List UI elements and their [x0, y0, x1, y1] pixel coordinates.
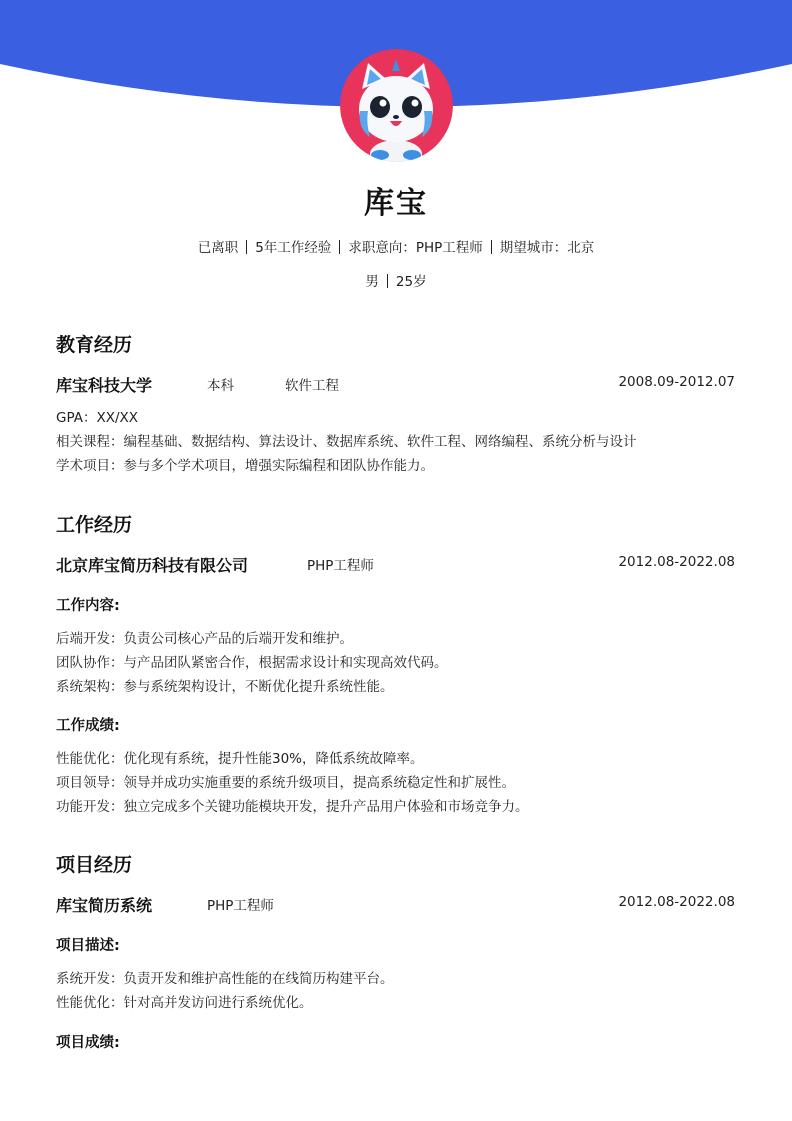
project-desc-line: 系统开发：负责开发和维护高性能的在线简历构建平台。 [56, 971, 394, 987]
project-section-title: 项目经历 [56, 854, 133, 876]
age: 25岁 [395, 274, 427, 290]
divider [246, 240, 247, 254]
work-result-line: 项目领导：领导并成功实施重要的系统升级项目，提高系统稳定性和扩展性。 [56, 775, 515, 791]
work-result-title: 工作成绩: [56, 718, 120, 734]
divider [339, 240, 340, 254]
education-date: 2008.09-2012.07 [618, 374, 735, 390]
project-name: 库宝简历系统 [56, 896, 153, 915]
work-date: 2012.08-2022.08 [618, 554, 735, 570]
education-section-title: 教育经历 [56, 334, 133, 356]
expected-city: 期望城市：北京 [499, 240, 595, 256]
work-content-line: 团队协作：与产品团队紧密合作，根据需求设计和实现高效代码。 [56, 655, 448, 671]
work-content-line: 后端开发：负责公司核心产品的后端开发和维护。 [56, 631, 353, 647]
work-result-line: 性能优化：优化现有系统，提升性能30%，降低系统故障率。 [56, 751, 424, 767]
company-name: 北京库宝简历科技有限公司 [56, 556, 249, 575]
profile-personal [0, 270, 792, 290]
project-date: 2012.08-2022.08 [618, 894, 735, 910]
school-name: 库宝科技大学 [56, 376, 153, 395]
experience-years: 5年工作经验 [255, 240, 332, 256]
work-section-title: 工作经历 [56, 514, 133, 536]
employment-status: 已离职 [197, 240, 239, 256]
profile-summary [0, 236, 792, 256]
job-intent: 求职意向：PHP工程师 [348, 240, 483, 256]
education-detail-courses: 相关课程：编程基础、数据结构、算法设计、数据库系统、软件工程、网络编程、系统分析与设计 [56, 434, 637, 450]
degree: 本科 [207, 378, 234, 394]
gender: 男 [365, 274, 379, 290]
candidate-name: 库宝 [364, 186, 428, 221]
work-role: PHP工程师 [307, 558, 374, 574]
project-result-title: 项目成绩: [56, 1035, 120, 1051]
work-content-line: 系统架构：参与系统架构设计，不断优化提升系统性能。 [56, 679, 394, 695]
major: 软件工程 [285, 378, 339, 394]
divider [387, 274, 388, 288]
project-desc-line: 性能优化：针对高并发访问进行系统优化。 [56, 995, 313, 1011]
work-content-title: 工作内容: [56, 598, 120, 614]
project-role: PHP工程师 [207, 898, 274, 914]
avatar [340, 49, 453, 162]
education-detail-projects: 学术项目：参与多个学术项目，增强实际编程和团队协作能力。 [56, 458, 434, 474]
work-result-line: 功能开发：独立完成多个关键功能模块开发，提升产品用户体验和市场竞争力。 [56, 799, 529, 815]
education-detail-gpa: GPA：XX/XX [56, 410, 139, 426]
project-desc-title: 项目描述: [56, 938, 120, 954]
divider [491, 240, 492, 254]
